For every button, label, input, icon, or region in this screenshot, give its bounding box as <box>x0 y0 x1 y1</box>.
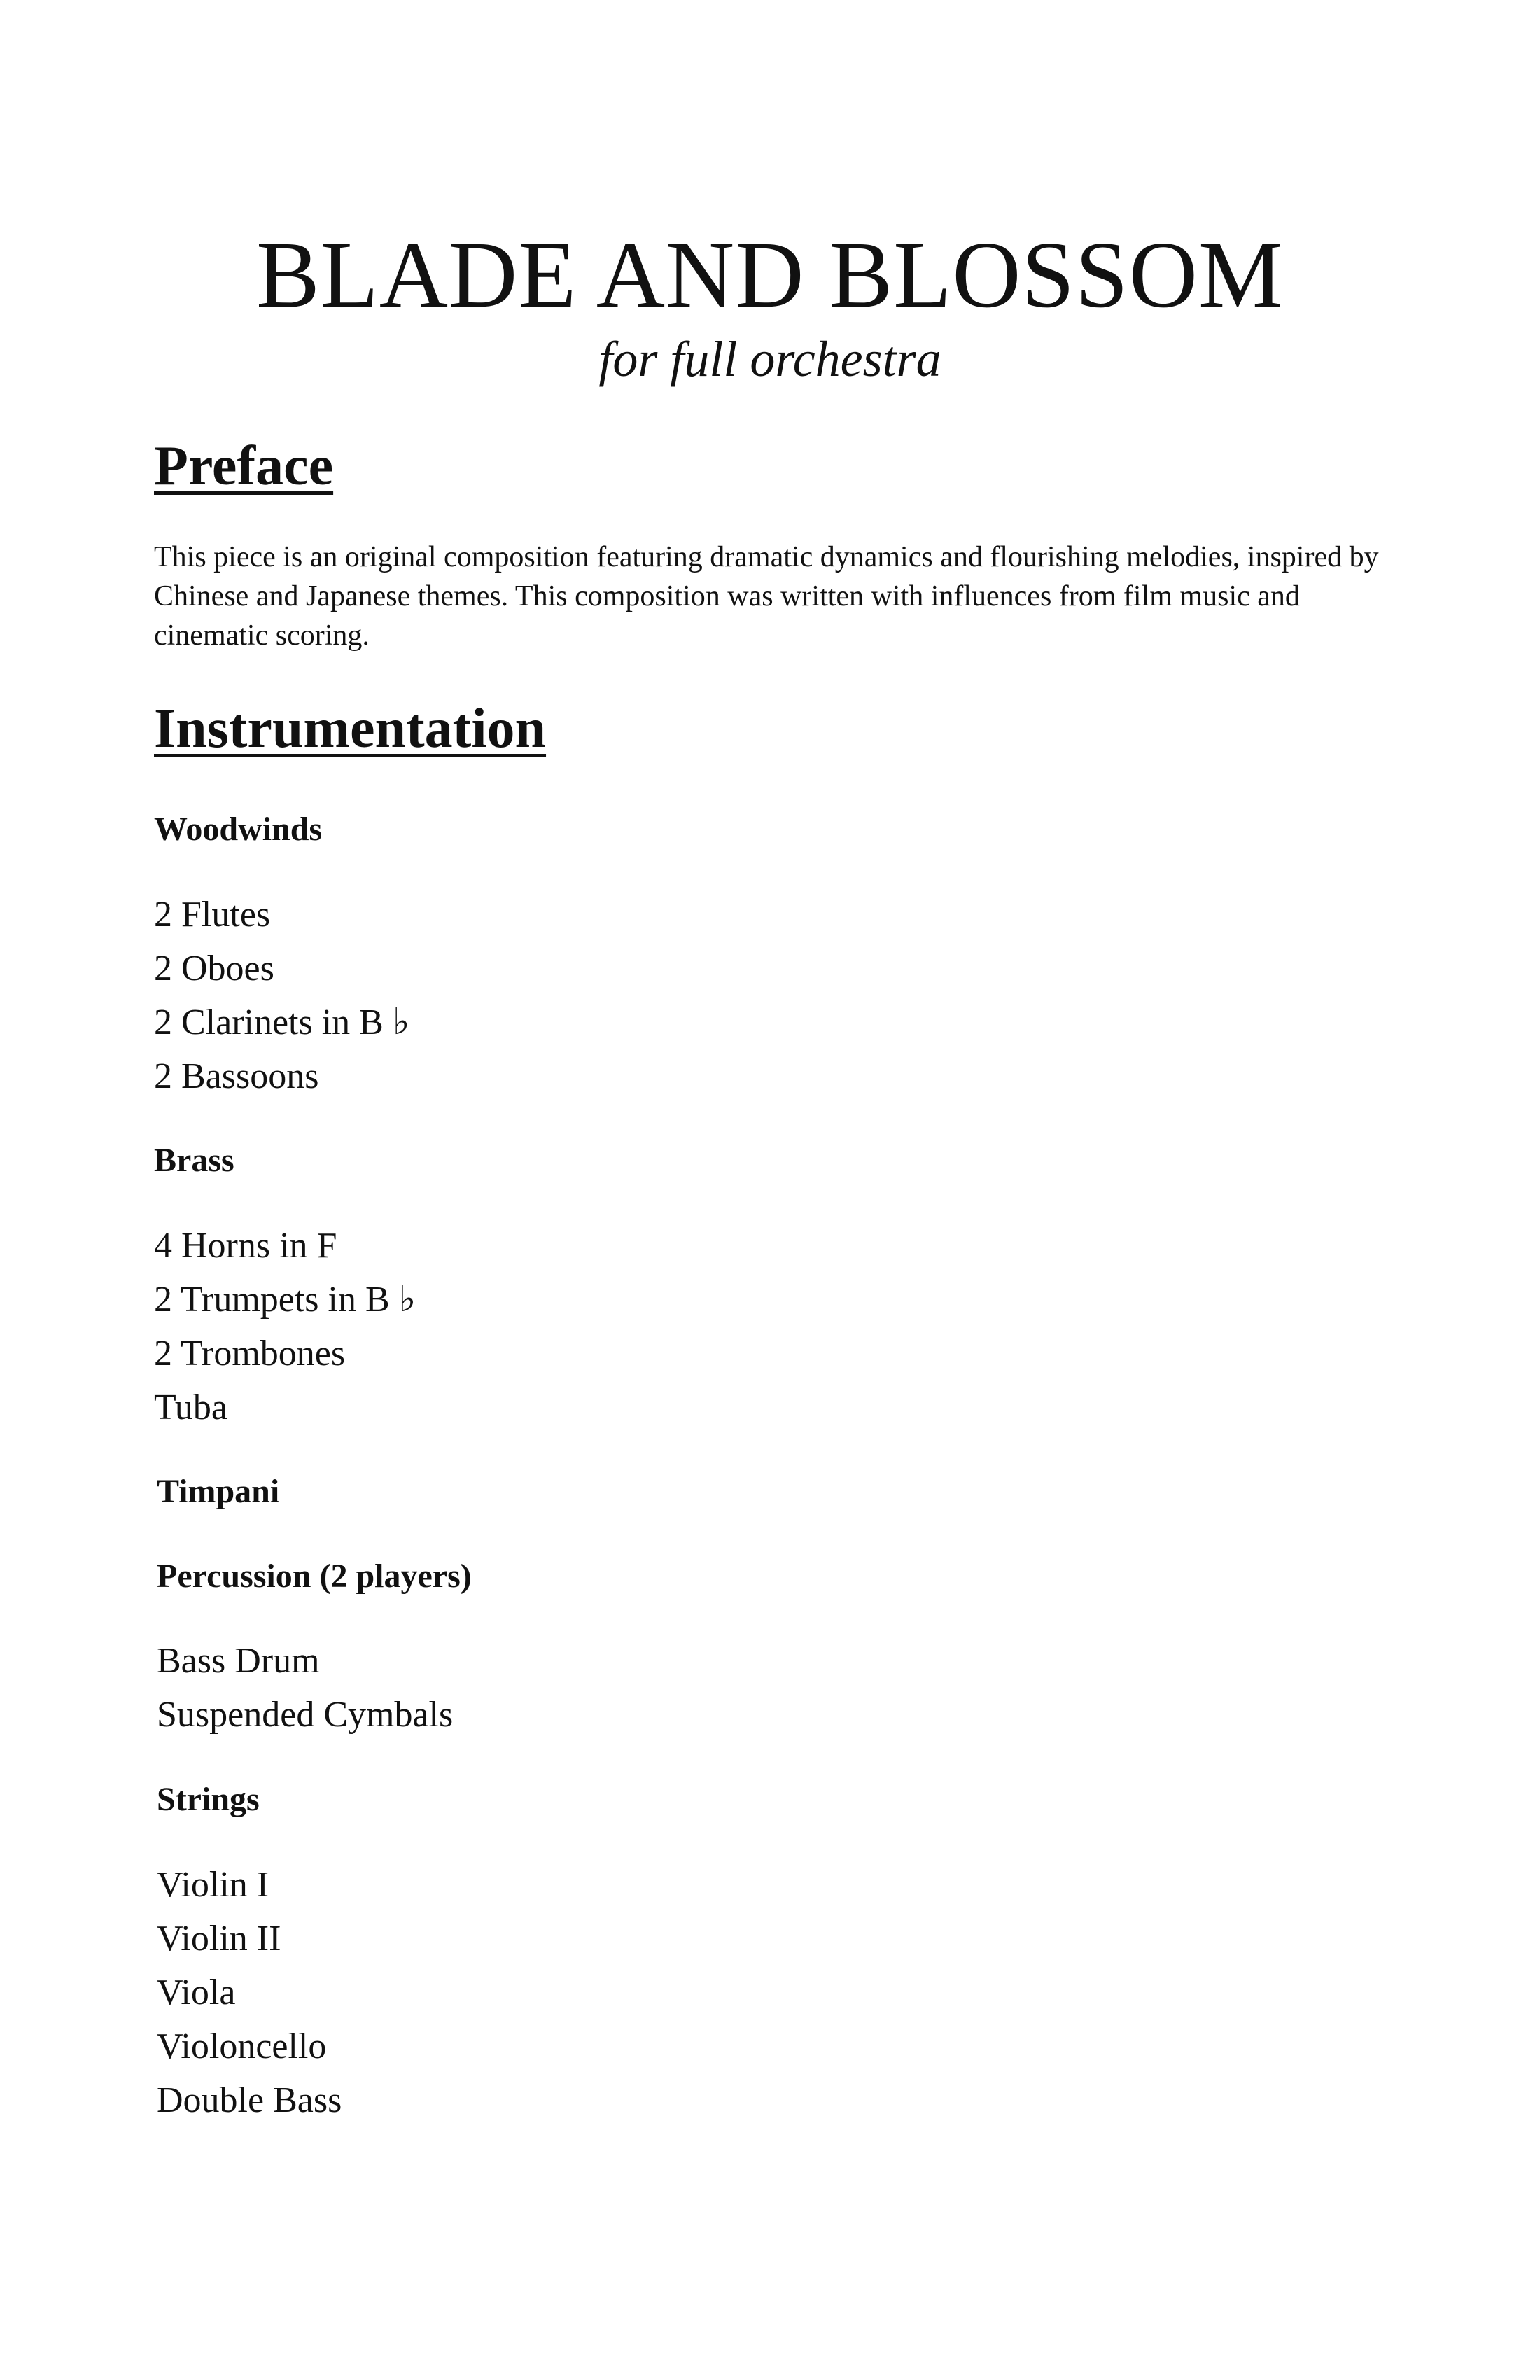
instrument-item: Double Bass <box>157 2080 342 2120</box>
instrument-item: 2 Oboes <box>154 948 274 988</box>
percussion-list <box>157 1634 453 1742</box>
instrument-item: 4 Horns in F <box>154 1226 337 1266</box>
instrument-item: Violoncello <box>157 2026 327 2066</box>
instrumentation-heading: Instrumentation <box>154 698 547 760</box>
instrument-item: Viola <box>157 1973 236 2012</box>
strings-list <box>157 1858 342 2127</box>
brass-label: Brass <box>154 1142 234 1179</box>
brass-list <box>154 1219 416 1434</box>
instrument-item: Violin II <box>157 1919 281 1959</box>
instrument-item: 2 Flutes <box>154 895 271 934</box>
piece-subtitle: for full orchestra <box>598 331 941 387</box>
timpani-label: Timpani <box>157 1473 280 1510</box>
instrument-item: 2 Trombones <box>154 1334 346 1373</box>
instrument-item: 2 Clarinets in B ♭ <box>154 1002 410 1042</box>
piece-title: BLADE AND BLOSSOM <box>256 223 1284 328</box>
instrument-item: Violin I <box>157 1865 270 1905</box>
percussion-label: Percussion (2 players) <box>157 1558 472 1595</box>
woodwinds-label: Woodwinds <box>154 811 323 848</box>
woodwinds-list <box>154 888 410 1103</box>
instrument-item: 2 Bassoons <box>154 1056 319 1096</box>
instrument-item: Bass Drum <box>157 1641 320 1681</box>
instrument-item: Tuba <box>154 1387 228 1427</box>
preface-heading: Preface <box>154 435 334 497</box>
preface-text: This piece is an original composition featuring dramatic dynamics and flourishing melodies, inspired by Chinese and Japanese themes. This composition was written with influences from film music and cinematic scoring. <box>154 541 1379 652</box>
strings-label: Strings <box>157 1781 260 1818</box>
instrument-item: 2 Trumpets in B ♭ <box>154 1280 416 1320</box>
instrument-item: Suspended Cymbals <box>157 1695 454 1735</box>
